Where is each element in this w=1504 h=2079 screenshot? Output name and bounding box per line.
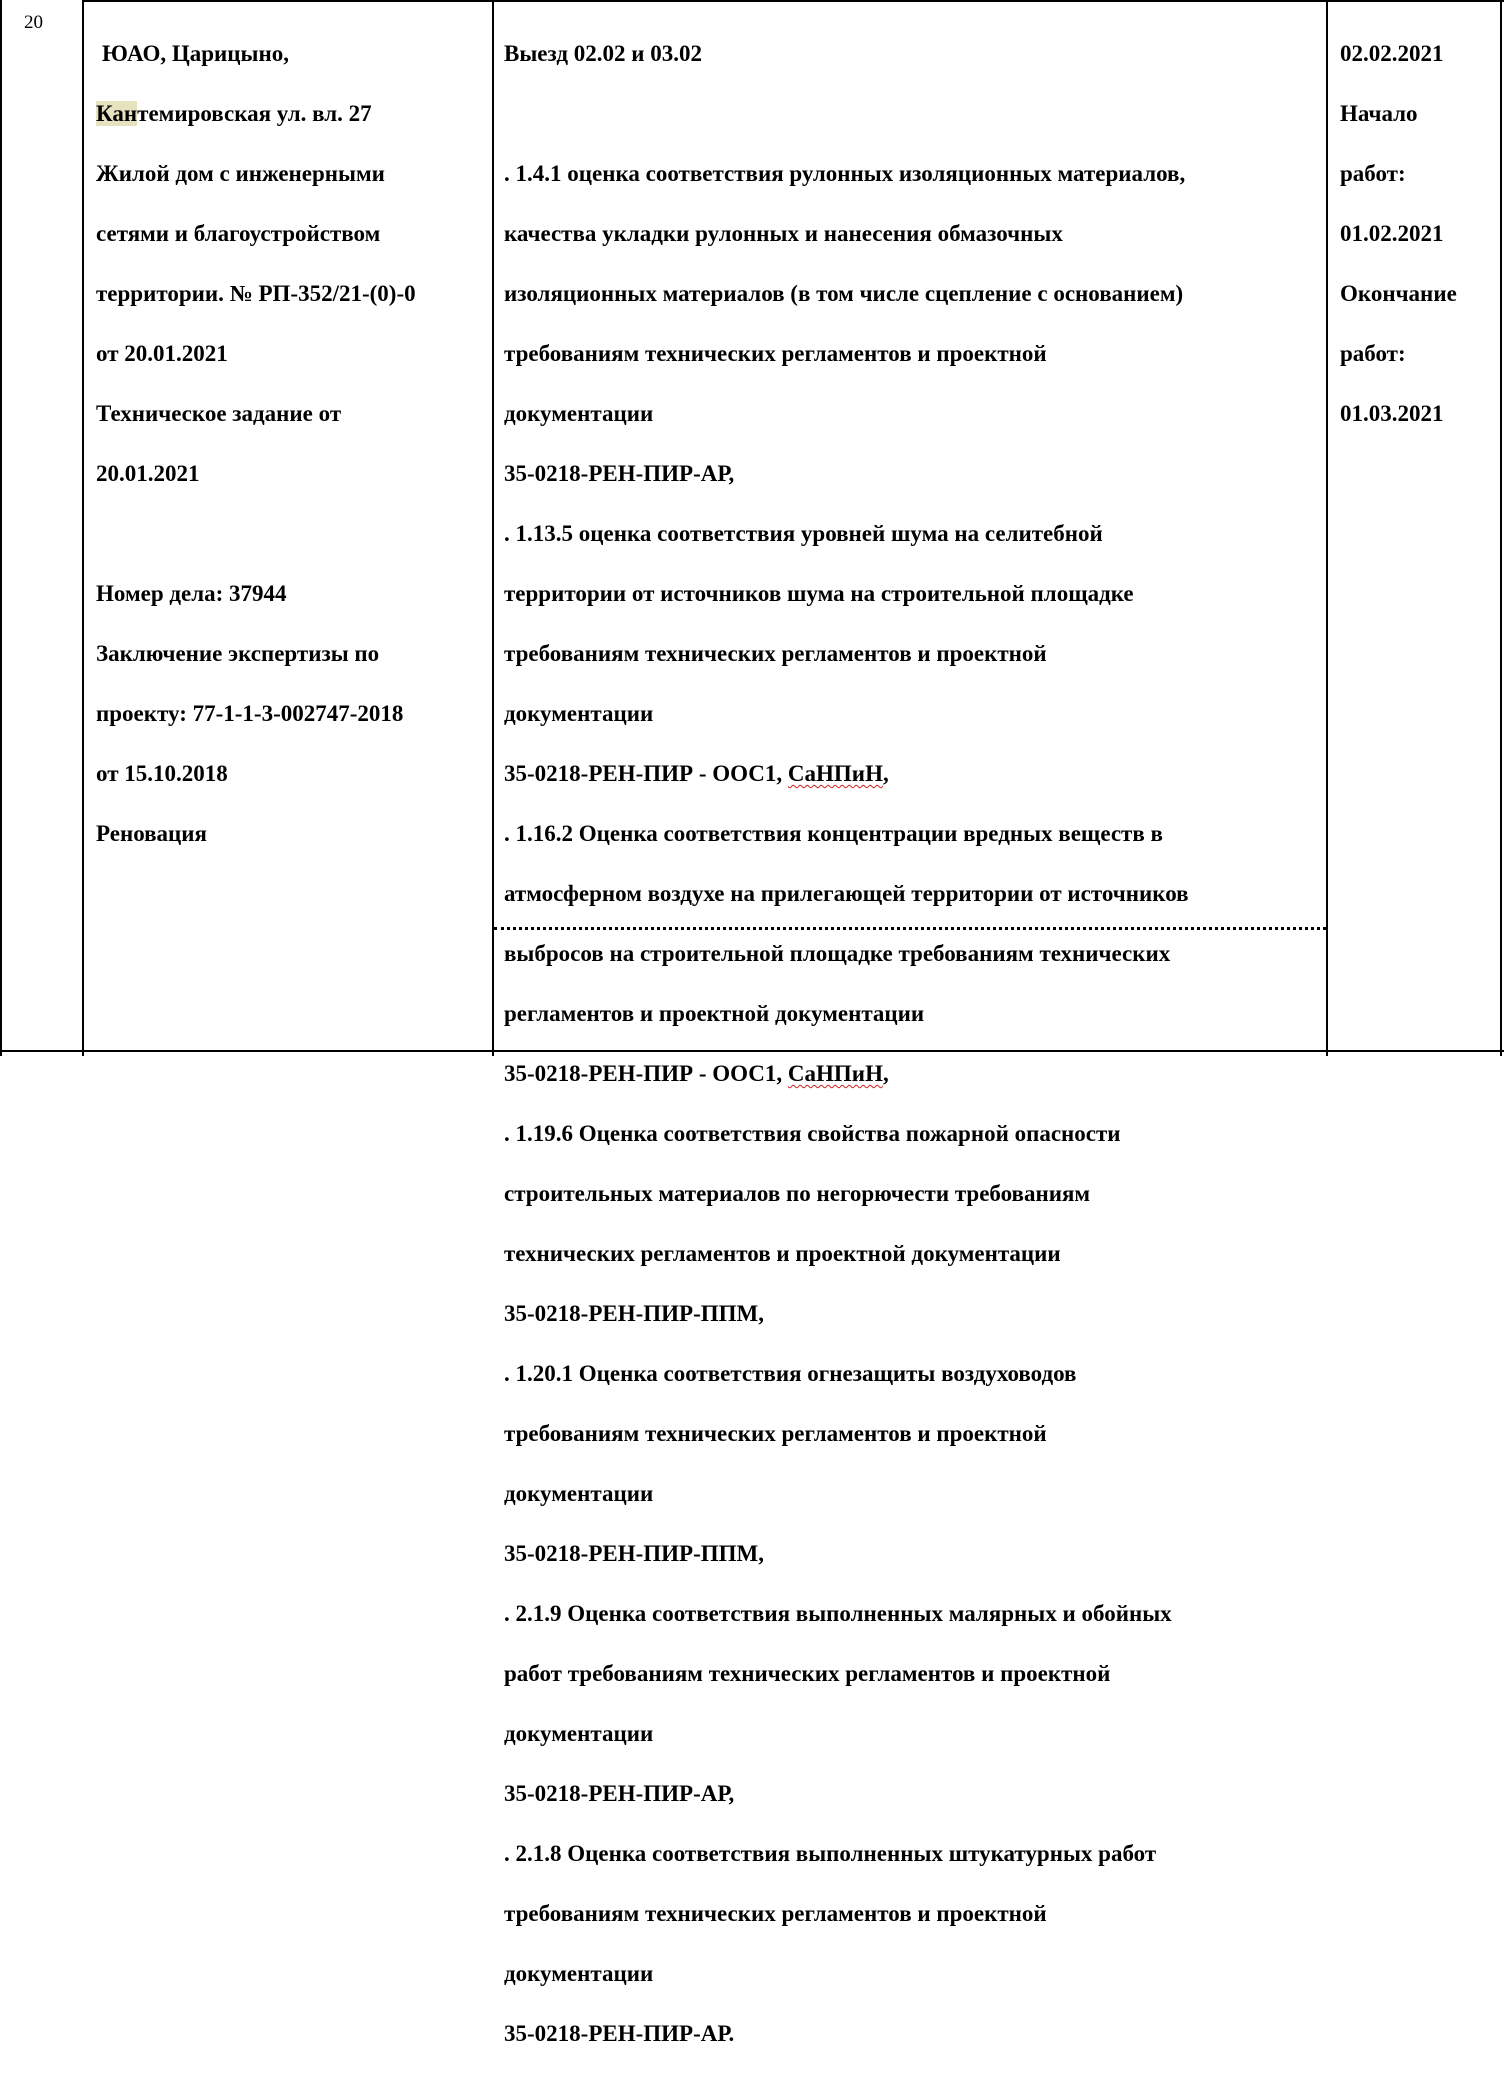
document-code: 35-0218-РЕН-ПИР - ООС1, СаНПиН, [504, 1061, 889, 1086]
work-item-line: регламентов и проектной документации [504, 1001, 925, 1026]
end-label: работ: [1340, 341, 1406, 366]
work-item-line: строительных материалов по негорючести требованиям [504, 1181, 1091, 1206]
start-label: Начало [1340, 101, 1418, 126]
object-name-line: сетями и благоустройством [96, 221, 381, 246]
address-line: Кантемировская ул. вл. 27 [96, 101, 372, 126]
work-item-line: качества укладки рулонных и нанесения обмазочных [504, 221, 1063, 246]
column-divider-3 [1326, 0, 1328, 1056]
work-item-line: выбросов на строительной площадке требованиям технических [504, 941, 1171, 966]
expertise-line: проекту: 77-1-1-3-002747-2018 [96, 701, 404, 726]
start-label: работ: [1340, 161, 1406, 186]
work-item-line: документации [504, 1961, 654, 1986]
work-item-line: . 2.1.8 Оценка соответствия выполненных штукатурных работ [504, 1841, 1157, 1866]
end-label: Окончание [1340, 281, 1457, 306]
table-right-border [1500, 0, 1502, 1056]
object-name-line: Жилой дом с инженерными [96, 161, 385, 186]
spellcheck-underline: СаНПиН [787, 1061, 883, 1086]
work-item-line: технических регламентов и проектной документации [504, 1241, 1061, 1266]
work-item-line: . 1.13.5 оценка соответствия уровней шума на селитебной [504, 521, 1103, 546]
work-item-line: документации [504, 401, 654, 426]
document-code: 35-0218-РЕН-ПИР - ООС1, СаНПиН, [504, 761, 889, 786]
row-number: 20 [24, 12, 43, 33]
table-top-border [84, 0, 1504, 2]
table-left-border [0, 0, 2, 1056]
case-number: Номер дела: 37944 [96, 581, 287, 606]
dates-cell [1340, 9, 1500, 459]
spellcheck-underline: СаНПиН [787, 761, 883, 786]
tech-task-line: Техническое задание от [96, 401, 342, 426]
work-item-line: территории от источников шума на строительной площадке [504, 581, 1134, 606]
column-divider-2 [492, 0, 494, 1056]
works-description-cell [504, 9, 1324, 2079]
object-description-cell [96, 9, 486, 879]
object-name-line: территории. № РП-352/21-(0)-0 [96, 281, 416, 306]
work-item-line: изоляционных материалов (в том числе сцепление с основанием) [504, 281, 1184, 306]
document-code: 35-0218-РЕН-ПИР-АР, [504, 461, 735, 486]
work-item-line: требованиям технических регламентов и проектной [504, 641, 1047, 666]
work-item-line: . 1.4.1 оценка соответствия рулонных изоляционных материалов, [504, 161, 1186, 186]
dotted-separator [494, 927, 1326, 930]
work-item-line: требованиям технических регламентов и проектной [504, 1421, 1047, 1446]
text-highlight: Кан [96, 101, 138, 126]
work-item-line: . 1.20.1 Оценка соответствия огнезащиты воздуховодов [504, 1361, 1077, 1386]
work-item-line: атмосферном воздухе на прилегающей территории от источников [504, 881, 1189, 906]
address-line: ЮАО, Царицыно, [102, 41, 290, 66]
visit-date: 02.02.2021 [1340, 41, 1444, 66]
work-item-line: требованиям технических регламентов и проектной [504, 1901, 1047, 1926]
start-date: 01.02.2021 [1340, 221, 1444, 246]
work-item-line: документации [504, 1721, 654, 1746]
work-item-line: работ требованиям технических регламентов и проектной [504, 1661, 1111, 1686]
work-item-line: документации [504, 701, 654, 726]
expertise-line: Заключение экспертизы по [96, 641, 380, 666]
tech-task-date: 20.01.2021 [96, 461, 200, 486]
work-item-line: требованиям технических регламентов и проектной [504, 341, 1047, 366]
work-item-line: . 1.19.6 Оценка соответствия свойства пожарной опасности [504, 1121, 1121, 1146]
document-code: 35-0218-РЕН-ПИР-ППМ, [504, 1541, 764, 1566]
document-code: 35-0218-РЕН-ПИР-АР. [504, 2021, 735, 2046]
column-divider-1 [82, 0, 84, 1056]
program-label: Реновация [96, 821, 208, 846]
object-date-line: от 20.01.2021 [96, 341, 228, 366]
work-item-line: . 1.16.2 Оценка соответствия концентрации вредных веществ в [504, 821, 1163, 846]
expertise-date: от 15.10.2018 [96, 761, 228, 786]
end-date: 01.03.2021 [1340, 401, 1444, 426]
work-item-line: . 2.1.9 Оценка соответствия выполненных малярных и обойных [504, 1601, 1172, 1626]
document-code: 35-0218-РЕН-ПИР-ППМ, [504, 1301, 764, 1326]
work-item-line: документации [504, 1481, 654, 1506]
visit-dates: Выезд 02.02 и 03.02 [504, 41, 702, 66]
document-code: 35-0218-РЕН-ПИР-АР, [504, 1781, 735, 1806]
